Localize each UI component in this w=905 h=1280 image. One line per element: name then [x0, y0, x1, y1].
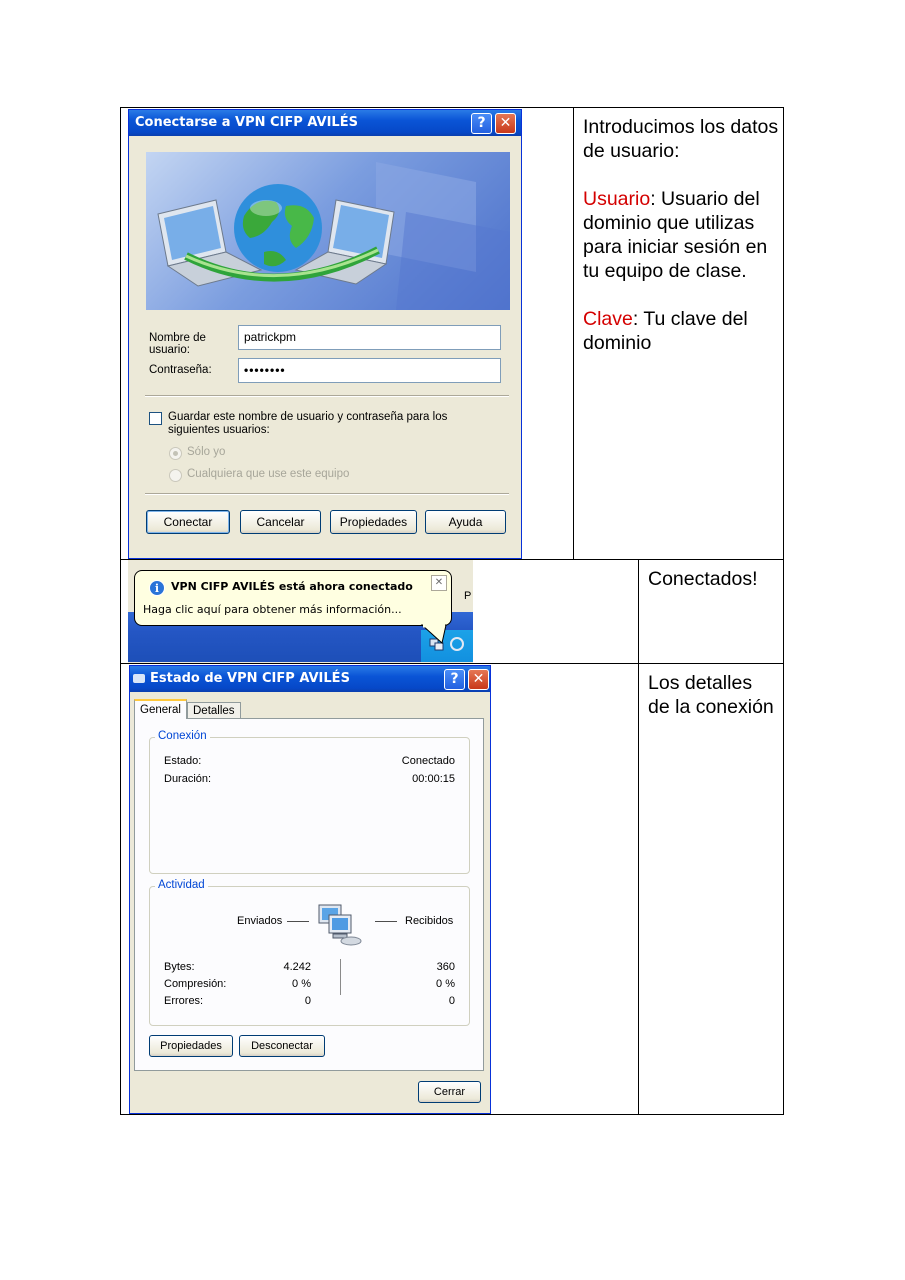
cancel-button[interactable]: Cancelar [240, 510, 321, 534]
connect-dialog-title: Conectarse a VPN CIFP AVILÉS [135, 115, 358, 130]
radio-anyone-label[interactable]: Cualquiera que use este equipo [187, 468, 350, 480]
row-compression-label: Compresión: [164, 978, 227, 990]
connection-window-icon [133, 674, 145, 683]
radio-anyone[interactable] [169, 469, 182, 482]
received-label: Recibidos [405, 915, 454, 927]
radio-only-me-label[interactable]: Sólo yo [187, 446, 226, 458]
table-border-mid-b [638, 559, 639, 1115]
connection-group-label: Conexión [155, 730, 210, 742]
note-user-data [583, 115, 783, 355]
activity-divider [340, 959, 341, 995]
note-key-term: Clave [583, 308, 633, 330]
help-text-button[interactable]: Ayuda [425, 510, 506, 534]
note-connected: Conectados! [648, 568, 758, 590]
username-input[interactable]: patrickpm [238, 325, 501, 350]
sent-label: Enviados [237, 915, 283, 927]
note-user-desc: : Usuario del dominio que utilizas para iniciar sesión en tu equipo de clase. [583, 188, 768, 282]
separator-top [145, 395, 509, 397]
balloon-close-button[interactable]: ✕ [431, 575, 447, 591]
row-compression-sent: 0 % [292, 978, 311, 990]
disconnect-button[interactable]: Desconectar [239, 1035, 325, 1057]
save-credentials-checkbox[interactable] [149, 412, 162, 425]
row-bytes-sent: 4.242 [283, 961, 311, 973]
table-border-mid-a [573, 107, 574, 560]
tab-panel [134, 718, 484, 1071]
password-input[interactable]: •••••••• [238, 358, 501, 383]
username-label: Nombre de usuario: [149, 332, 206, 356]
close-dialog-button[interactable]: Cerrar [418, 1081, 481, 1103]
separator-bottom [145, 493, 509, 495]
password-label: Contraseña: [149, 364, 212, 376]
table-border-bottom [120, 1114, 784, 1115]
status-properties-button[interactable]: Propiedades [149, 1035, 233, 1057]
table-border-row2 [120, 663, 784, 664]
row-errors-sent: 0 [304, 995, 311, 1007]
balloon-title: VPN CIFP AVILÉS está ahora conectado [171, 580, 413, 593]
note-details: Los detalles de la conexión [648, 672, 774, 718]
connect-dialog [128, 109, 522, 559]
table-border-top [120, 107, 784, 108]
duration-label: Duración: [164, 773, 212, 785]
tab-general[interactable]: General [134, 699, 187, 719]
globe-laptops-icon [146, 152, 510, 310]
note-key [583, 307, 783, 355]
taskbar-fragment: P [464, 590, 472, 602]
note-user-term: Usuario [583, 188, 651, 210]
radio-only-me[interactable] [169, 447, 182, 460]
row-compression-received: 0 % [436, 978, 455, 990]
state-value: Conectado [401, 755, 455, 767]
status-dialog-title: Estado de VPN CIFP AVILÉS [150, 671, 350, 686]
sent-line [287, 921, 309, 922]
network-banner-image [146, 152, 510, 310]
help-button[interactable]: ? [471, 113, 492, 134]
note-user [583, 187, 783, 283]
activity-group-label: Actividad [155, 879, 208, 891]
status-close-x-button[interactable]: ✕ [468, 669, 489, 690]
status-help-button[interactable]: ? [444, 669, 465, 690]
connect-dialog-titlebar[interactable] [129, 110, 521, 136]
volume-tray-icon[interactable] [450, 637, 464, 651]
computers-activity-icon [315, 901, 365, 949]
balloon-pointer [420, 624, 450, 644]
save-credentials-label[interactable]: Guardar este nombre de usuario y contraseña para los siguientes usuarios: [168, 411, 448, 436]
status-dialog-titlebar[interactable] [130, 666, 490, 692]
row-errors-label: Errores: [164, 995, 204, 1007]
table-border-right [783, 107, 784, 1115]
balloon-body: Haga clic aquí para obtener más información... [143, 603, 402, 616]
tab-details[interactable]: Detalles [187, 702, 241, 719]
row-bytes-received: 360 [436, 961, 455, 973]
row-bytes-label: Bytes: [164, 961, 195, 973]
connect-button[interactable]: Conectar [146, 510, 230, 534]
duration-value: 00:00:15 [412, 773, 455, 785]
status-dialog [129, 665, 491, 1114]
note-intro: Introducimos los datos de usuario: [583, 116, 779, 162]
info-icon: i [149, 580, 165, 596]
table-border-left [120, 107, 121, 1115]
row-errors-received: 0 [448, 995, 455, 1007]
balloon-tooltip[interactable] [134, 570, 452, 626]
properties-button[interactable]: Propiedades [330, 510, 417, 534]
received-line [375, 921, 397, 922]
close-button[interactable]: ✕ [495, 113, 516, 134]
state-label: Estado: [164, 755, 202, 767]
note-key-desc: : Tu clave del dominio [583, 308, 748, 354]
